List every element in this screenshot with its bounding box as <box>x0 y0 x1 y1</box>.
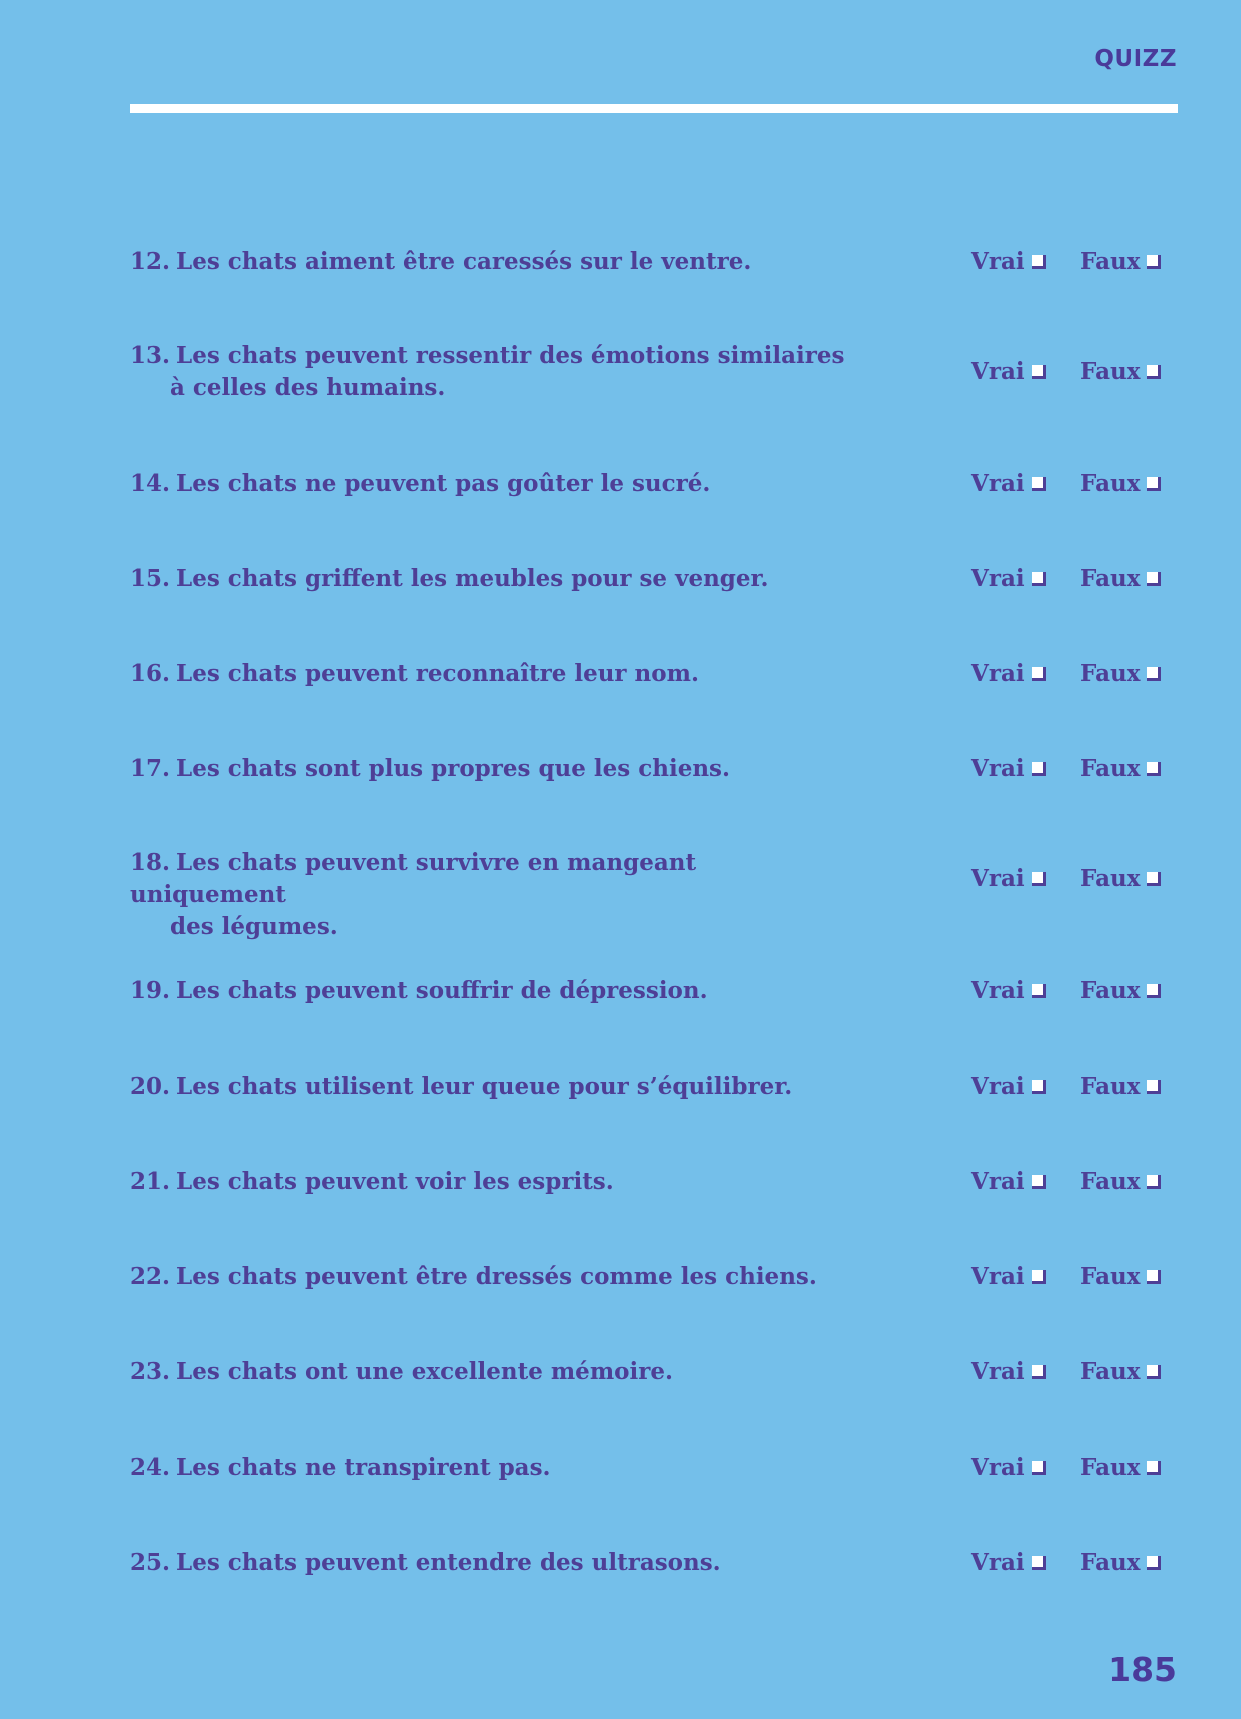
question-line-1: Les chats peuvent souffrir de dépression. <box>176 977 708 1004</box>
question-text <box>130 246 850 278</box>
question-number: 16. <box>130 660 171 687</box>
section-label: QUIZZ <box>1094 46 1177 72</box>
question-line-1: Les chats peuvent ressentir des émotions similaires <box>176 342 845 369</box>
answer-false-option[interactable] <box>1080 1166 1161 1198</box>
answer-false-option[interactable] <box>1080 1071 1161 1103</box>
question-number: 24. <box>130 1454 171 1481</box>
answer-true-label: Vrai <box>971 660 1025 687</box>
answer-false-label: Faux <box>1080 470 1141 497</box>
page-number: 185 <box>1108 1650 1177 1689</box>
answer-true-label: Vrai <box>971 1263 1025 1290</box>
answer-false-checkbox[interactable] <box>1147 1080 1161 1094</box>
answer-true-label: Vrai <box>971 1549 1025 1576</box>
question-number: 23. <box>130 1358 171 1385</box>
answer-false-checkbox[interactable] <box>1147 255 1161 269</box>
answer-false-option[interactable] <box>1080 1261 1161 1293</box>
question-line-1: Les chats peuvent entendre des ultrasons. <box>176 1549 721 1576</box>
question-number: 20. <box>130 1073 171 1100</box>
question-number: 15. <box>130 565 171 592</box>
answer-true-checkbox[interactable] <box>1032 667 1046 681</box>
header-rule <box>130 104 1178 113</box>
question-text <box>130 753 850 785</box>
answer-false-label: Faux <box>1080 977 1141 1004</box>
answer-true-label: Vrai <box>971 1168 1025 1195</box>
question-line-1: Les chats peuvent reconnaître leur nom. <box>176 660 699 687</box>
question-line-2: des légumes. <box>170 913 338 940</box>
answer-false-option[interactable] <box>1080 1547 1161 1579</box>
answer-true-option[interactable] <box>971 1166 1080 1198</box>
answer-true-checkbox[interactable] <box>1032 1175 1046 1189</box>
answer-false-option[interactable] <box>1080 1452 1161 1484</box>
question-line-1: Les chats peuvent voir les esprits. <box>176 1168 614 1195</box>
answer-false-checkbox[interactable] <box>1147 1556 1161 1570</box>
answer-true-label: Vrai <box>971 1358 1025 1385</box>
question-text <box>130 563 850 595</box>
answer-true-label: Vrai <box>971 1073 1025 1100</box>
question-text <box>130 1261 850 1293</box>
answer-false-option[interactable] <box>1080 246 1161 278</box>
answer-true-option[interactable] <box>971 356 1080 388</box>
question-text <box>130 1452 850 1484</box>
question-text <box>130 468 850 500</box>
answer-choices <box>971 1356 1161 1388</box>
question-number: 19. <box>130 977 171 1004</box>
answer-false-label: Faux <box>1080 1549 1141 1576</box>
answer-false-label: Faux <box>1080 1073 1141 1100</box>
answer-false-option[interactable] <box>1080 563 1161 595</box>
question-line-1: Les chats sont plus propres que les chiens. <box>176 755 731 782</box>
answer-true-option[interactable] <box>971 1071 1080 1103</box>
answer-false-checkbox[interactable] <box>1147 572 1161 586</box>
answer-true-checkbox[interactable] <box>1032 984 1046 998</box>
question-line-1: Les chats ont une excellente mémoire. <box>176 1358 673 1385</box>
question-line-1: Les chats peuvent survivre en mangeant uniquement <box>130 849 697 908</box>
answer-true-checkbox[interactable] <box>1032 1556 1046 1570</box>
question-line-1: Les chats griffent les meubles pour se venger. <box>176 565 769 592</box>
answer-true-checkbox[interactable] <box>1032 365 1046 379</box>
question-text <box>130 975 850 1007</box>
answer-false-label: Faux <box>1080 660 1141 687</box>
answer-true-option[interactable] <box>971 658 1080 690</box>
answer-false-option[interactable] <box>1080 1356 1161 1388</box>
question-number: 22. <box>130 1263 171 1290</box>
question-text <box>130 1356 850 1388</box>
answer-true-option[interactable] <box>971 1261 1080 1293</box>
question-text <box>130 1166 850 1198</box>
answer-false-checkbox[interactable] <box>1147 477 1161 491</box>
question-number: 12. <box>130 248 171 275</box>
answer-false-label: Faux <box>1080 755 1141 782</box>
answer-false-option[interactable] <box>1080 863 1161 895</box>
answer-true-option[interactable] <box>971 863 1080 895</box>
answer-false-option[interactable] <box>1080 468 1161 500</box>
answer-choices <box>971 863 1161 895</box>
answer-choices <box>971 753 1161 785</box>
question-line-1: Les chats ne peuvent pas goûter le sucré. <box>176 470 711 497</box>
question-number: 21. <box>130 1168 171 1195</box>
answer-false-checkbox[interactable] <box>1147 872 1161 886</box>
question-text <box>130 1547 850 1579</box>
answer-true-option[interactable] <box>971 246 1080 278</box>
question-number: 13. <box>130 342 171 369</box>
answer-false-checkbox[interactable] <box>1147 1461 1161 1475</box>
question-text <box>130 340 850 404</box>
answer-true-checkbox[interactable] <box>1032 572 1046 586</box>
answer-choices <box>971 1166 1161 1198</box>
answer-choices <box>971 356 1161 388</box>
answer-false-label: Faux <box>1080 1168 1141 1195</box>
answer-false-option[interactable] <box>1080 356 1161 388</box>
answer-true-label: Vrai <box>971 977 1025 1004</box>
answer-choices <box>971 1261 1161 1293</box>
answer-choices <box>971 468 1161 500</box>
answer-true-label: Vrai <box>971 865 1025 892</box>
answer-true-checkbox[interactable] <box>1032 1270 1046 1284</box>
answer-true-option[interactable] <box>971 1452 1080 1484</box>
question-text <box>130 1071 850 1103</box>
answer-true-checkbox[interactable] <box>1032 872 1046 886</box>
answer-choices <box>971 563 1161 595</box>
answer-choices <box>971 1547 1161 1579</box>
answer-true-option[interactable] <box>971 468 1080 500</box>
answer-true-checkbox[interactable] <box>1032 1365 1046 1379</box>
answer-false-label: Faux <box>1080 865 1141 892</box>
answer-true-label: Vrai <box>971 470 1025 497</box>
answer-true-checkbox[interactable] <box>1032 477 1046 491</box>
answer-false-option[interactable] <box>1080 753 1161 785</box>
question-line-2: à celles des humains. <box>170 374 446 401</box>
question-text <box>130 847 850 943</box>
answer-true-checkbox[interactable] <box>1032 255 1046 269</box>
answer-false-option[interactable] <box>1080 975 1161 1007</box>
question-line-1: Les chats utilisent leur queue pour s’équilibrer. <box>176 1073 793 1100</box>
answer-false-checkbox[interactable] <box>1147 1175 1161 1189</box>
answer-choices <box>971 1071 1161 1103</box>
answer-false-checkbox[interactable] <box>1147 762 1161 776</box>
answer-true-checkbox[interactable] <box>1032 1080 1046 1094</box>
question-number: 17. <box>130 755 171 782</box>
answer-false-label: Faux <box>1080 565 1141 592</box>
answer-choices <box>971 975 1161 1007</box>
answer-false-label: Faux <box>1080 358 1141 385</box>
answer-choices <box>971 1452 1161 1484</box>
answer-false-label: Faux <box>1080 1263 1141 1290</box>
question-line-1: Les chats aiment être caressés sur le ventre. <box>176 248 752 275</box>
answer-true-option[interactable] <box>971 975 1080 1007</box>
answer-false-label: Faux <box>1080 248 1141 275</box>
answer-false-label: Faux <box>1080 1358 1141 1385</box>
answer-choices <box>971 658 1161 690</box>
answer-true-label: Vrai <box>971 1454 1025 1481</box>
answer-true-option[interactable] <box>971 1547 1080 1579</box>
question-number: 14. <box>130 470 171 497</box>
answer-true-option[interactable] <box>971 753 1080 785</box>
answer-true-label: Vrai <box>971 248 1025 275</box>
answer-false-checkbox[interactable] <box>1147 365 1161 379</box>
answer-false-checkbox[interactable] <box>1147 984 1161 998</box>
answer-false-label: Faux <box>1080 1454 1141 1481</box>
question-number: 25. <box>130 1549 171 1576</box>
answer-true-label: Vrai <box>971 755 1025 782</box>
answer-choices <box>971 246 1161 278</box>
answer-true-option[interactable] <box>971 563 1080 595</box>
answer-false-option[interactable] <box>1080 658 1161 690</box>
answer-true-checkbox[interactable] <box>1032 762 1046 776</box>
question-number: 18. <box>130 849 171 876</box>
answer-false-checkbox[interactable] <box>1147 1270 1161 1284</box>
answer-false-checkbox[interactable] <box>1147 667 1161 681</box>
answer-false-checkbox[interactable] <box>1147 1365 1161 1379</box>
answer-true-checkbox[interactable] <box>1032 1461 1046 1475</box>
question-line-1: Les chats ne transpirent pas. <box>176 1454 551 1481</box>
question-text <box>130 658 850 690</box>
question-line-1: Les chats peuvent être dressés comme les chiens. <box>176 1263 817 1290</box>
answer-true-label: Vrai <box>971 358 1025 385</box>
answer-true-label: Vrai <box>971 565 1025 592</box>
answer-true-option[interactable] <box>971 1356 1080 1388</box>
